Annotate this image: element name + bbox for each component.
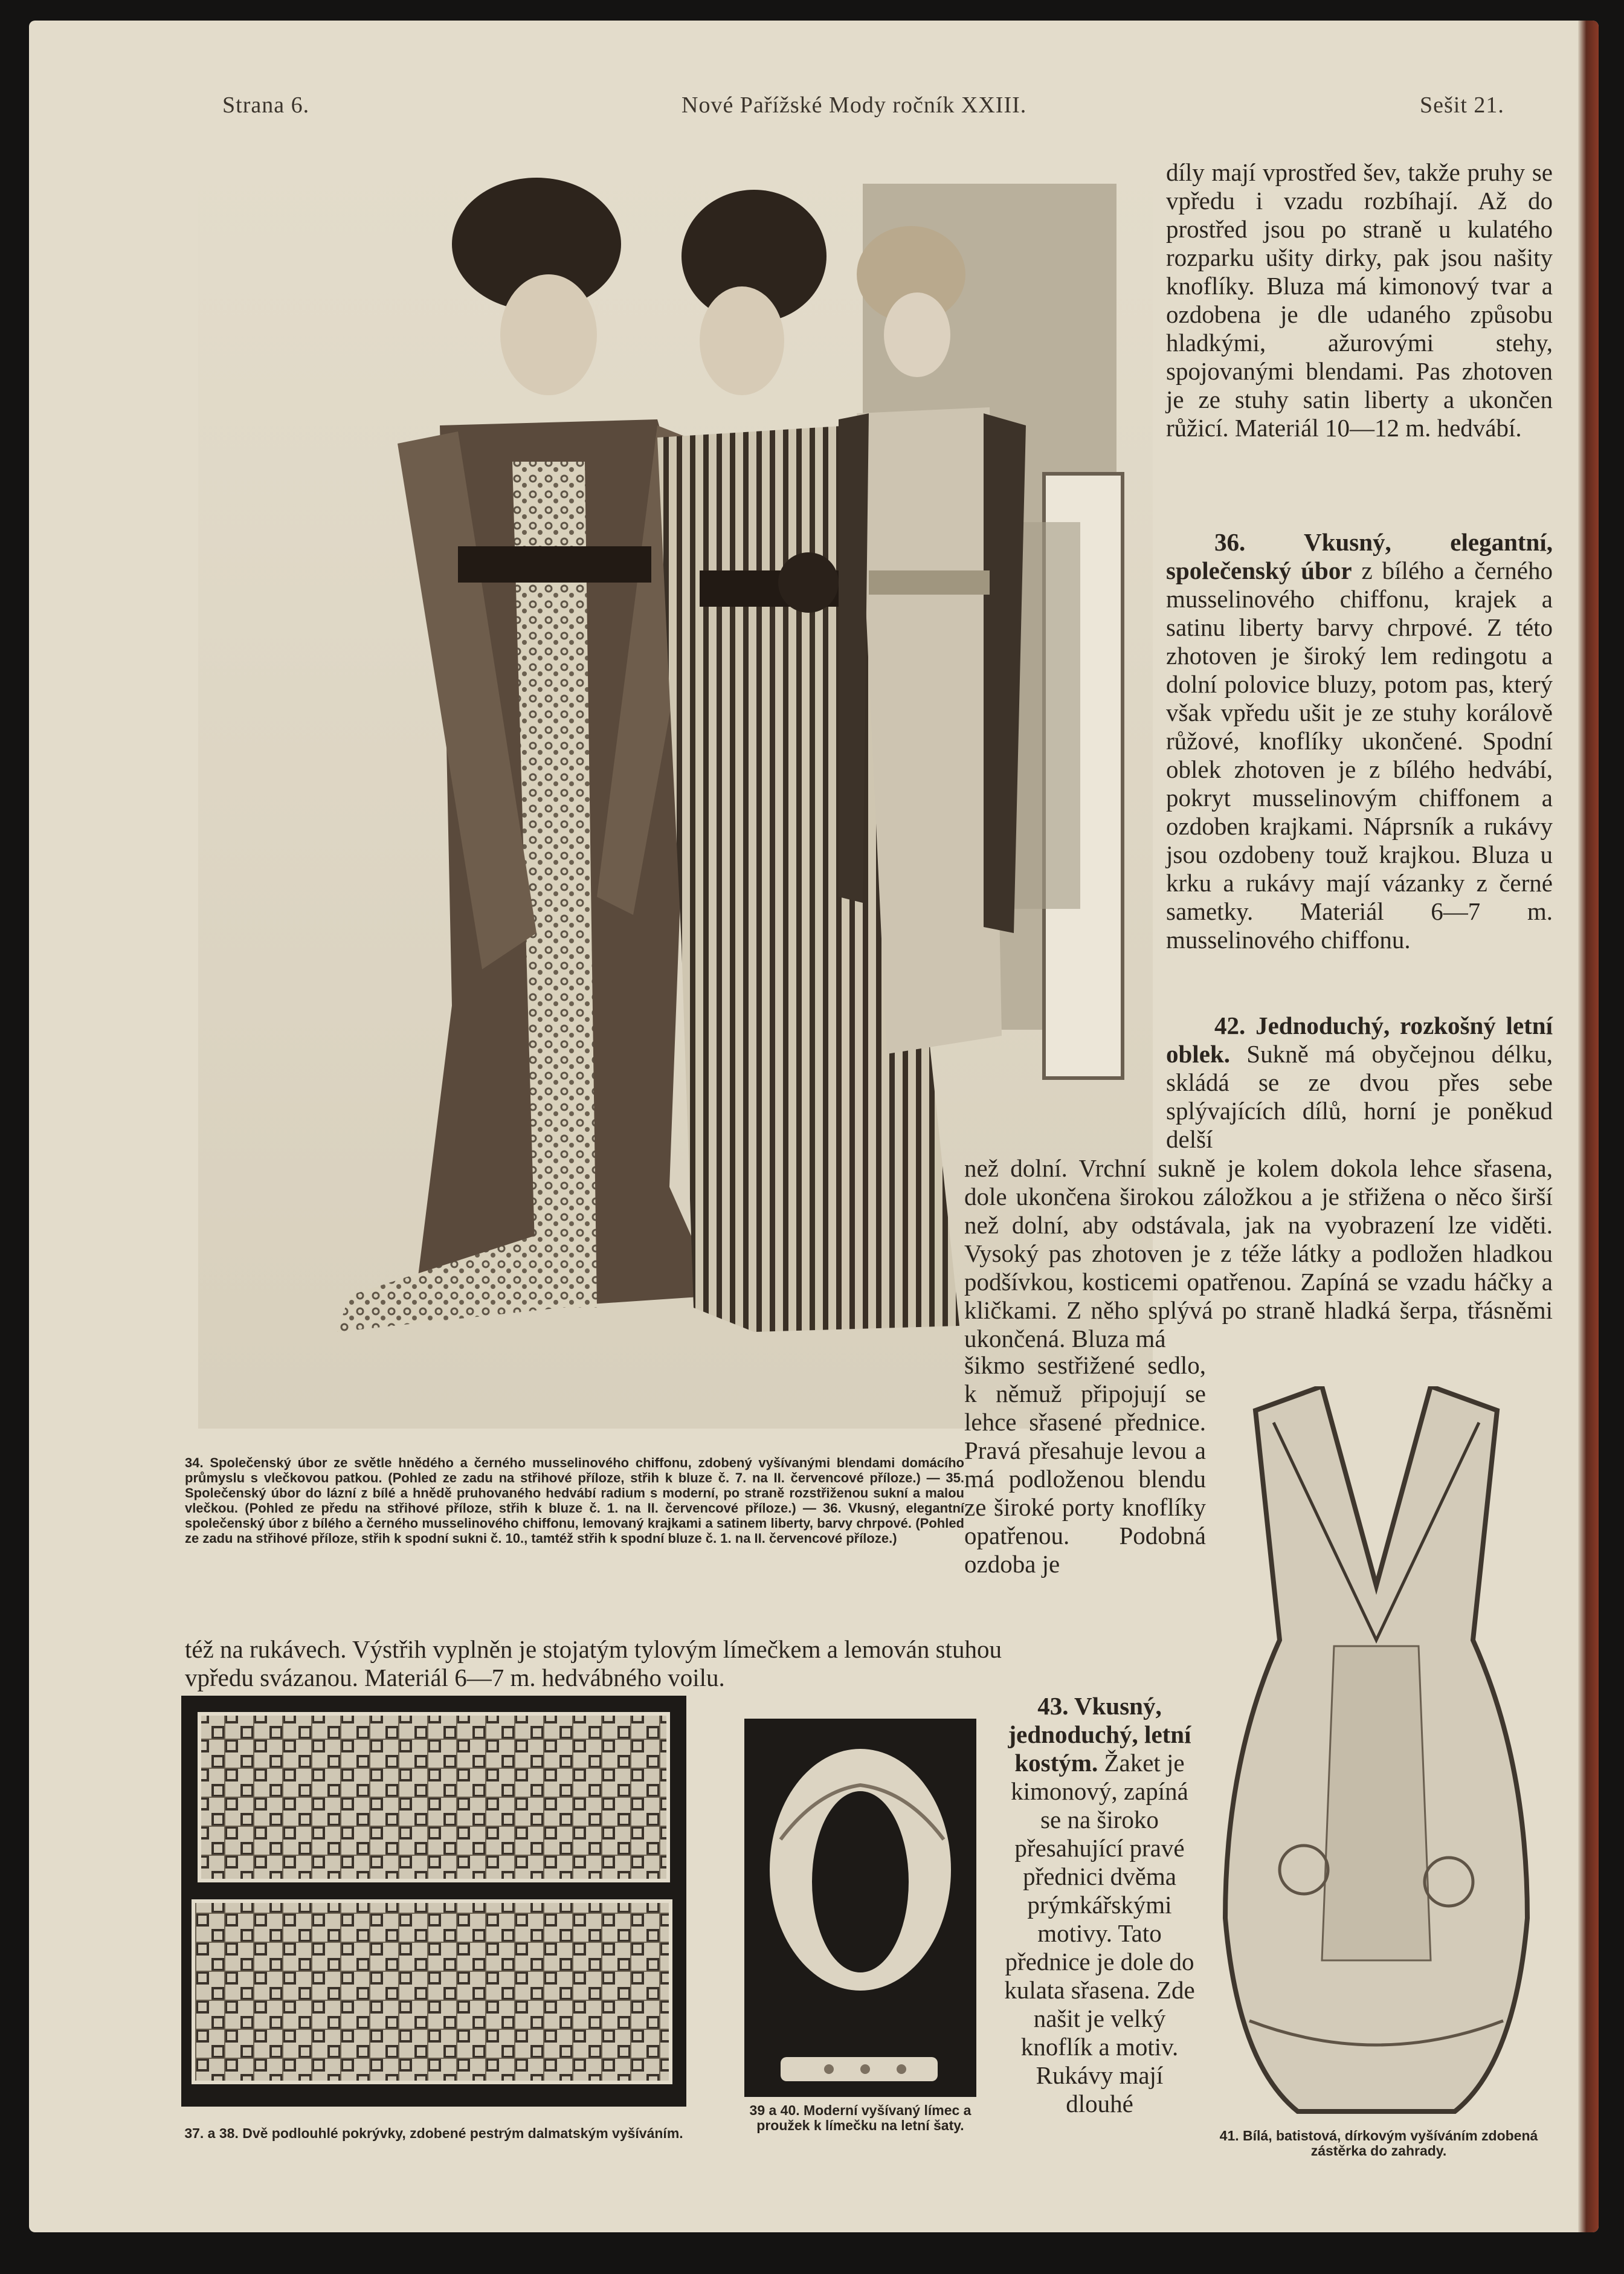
caption-fig-37-38: 37. a 38. Dvě podlouhlé pokrývky, zdobené pestrým dalmatským vyšíváním. [184, 2125, 683, 2141]
paragraph-43-body: Žaket je kimonový, zapíná se na široko přesahující pravé přednici dvěma prýmkářskými motivy. Tato přednice je dole do kulata sřasena. Zde našit je velký knoflík a motiv. Rukávy mají dlouhé [1004, 1749, 1195, 2117]
issue-number: Sešit 21. [1420, 92, 1504, 118]
caption-fig-39-40: 39 a 40. Moderní vyšívaný límec a proužek k límečku na letní šaty. [749, 2102, 971, 2133]
caption-fig-41: 41. Bílá, batistová, dírkovým vyšíváním zdobená zástěrka do zahrady. [1219, 2128, 1538, 2159]
paragraph-36-heading: 36. Vkusný, elegantní, společenský úbor [1166, 528, 1553, 584]
paragraph-36 [1166, 528, 1553, 954]
paragraph-42-heading: 42. Jednoduchý, rozkošný letní oblek. [1166, 1012, 1553, 1068]
running-title: Nové Pařížské Mody ročník XXIII. [682, 92, 1027, 118]
paragraph-43 [1003, 1692, 1196, 2118]
paragraph-43-heading: 43. Vkusný, jednoduchý, letní kostým. [1008, 1692, 1191, 1777]
magazine-page [29, 21, 1599, 2232]
paragraph-36-body: z bílého a černého musselinového chiffonu, krajek a satinu liberty barvy chrpové. Z této zhotoven je široký lem redingotu a dolní polovice bluzy, potom pas, který však vpředu ušit je ze stuhy korálově růžové, knoflíky ukončené. Spodní oblek zhotoven je z bílého hedvábí, pokryt musselinovým chiffonem a ozdoben krajkami. Náprsník a rukávy jsou ozdobeny touž krajkou. Bluza u krku a rukávy mají vázanky z černé sametky. Materiál 6—7 m. musselinového chiffonu. [1166, 557, 1553, 954]
illustration-fig-37-38 [181, 1696, 686, 2107]
paragraph-42-body: Sukně má obyčejnou délku, skládá se ze dvou přes sebe splývajících dílů, horní je poněkud delší [1166, 1040, 1553, 1153]
paragraph-35-continuation: díly mají vprostřed šev, takže pruhy se vpředu i vzadu rozbíhají. Až do prostřed jsou po straně u kulatého rozparku ušity dirky, pak jsou našity knoflíky. Bluza má kimonový tvar a ozdobena je dle udaného způsobu hladkými, ažurovými stehy, spojovanými blendami. Pas zhotoven je ze stuhy satin liberty a ukončen růžicí. Materiál 10—12 m. hedvábí. [1166, 158, 1553, 442]
paragraph-42 [1166, 1012, 1553, 1154]
illustration-fig-39-40 [744, 1719, 976, 2097]
paragraph-42-narrow: šikmo sestřižené sedlo, k němuž připojují se lehce sřasené přednice. Pravá přesahuje levou a má podloženou blendu ze široké porty knoflíky opatřenou. Podobná ozdoba je [964, 1351, 1206, 1578]
illustration-fig-41-apron [1213, 1386, 1539, 2130]
caption-fig-34-36: 34. Společenský úbor ze světle hnědého a černého musselinového chiffonu, zdobený vyšívanými blendami domácího průmyslu s vlečkovou patkou. (Pohled ze zadu na střihové příloze, střih k bluze č. 7. na II. červencové příloze.) — 35. Společenský úbor do lázní z bílé a hnědě pruhovaného hedvábí radium s moderní, po straně rozstřiženou sukní a malou vlečkou. (Pohled ze předu na střihové příloze, střih k bluze č. 1. na II. červencové příloze.) — 36. Vkusný, elegantní společenský úbor z bílého a černého musselinového chiffonu, lemovaný krajkami a satinem liberty, barvy chrpové. (Pohled ze zadu na střihové příloze, střih k spodní sukni č. 10., tamtéž střih k spodní bluze č. 1. na II. červencové příloze.) [185, 1455, 964, 1546]
paragraph-42-continued: než dolní. Vrchní sukně je kolem dokola lehce sřasena, dole ukončena širokou záložkou a je střižena o něco širší než dolní, aby odstávala, jak na vyobrazení lze viděti. Vysoký pas zhotoven je z téže látky a podložen hladkou podšívkou, kosticemi opatřenou. Zapíná se vzadu háčky a kličkami. Z něho splývá po straně hladká šerpa, třásněmi ukončená. Bluza má [964, 1154, 1553, 1352]
binding-edge [1578, 21, 1599, 2232]
page-number: Strana 6. [222, 92, 310, 118]
text-line-material: vpředu svázanou. Materiál 6—7 m. hedvábného voilu. [185, 1664, 725, 1691]
text-line-sleeves: též na rukávech. Výstřih vyplněn je stojatým tylovým límečkem a lemován stuhou [185, 1635, 1002, 1663]
